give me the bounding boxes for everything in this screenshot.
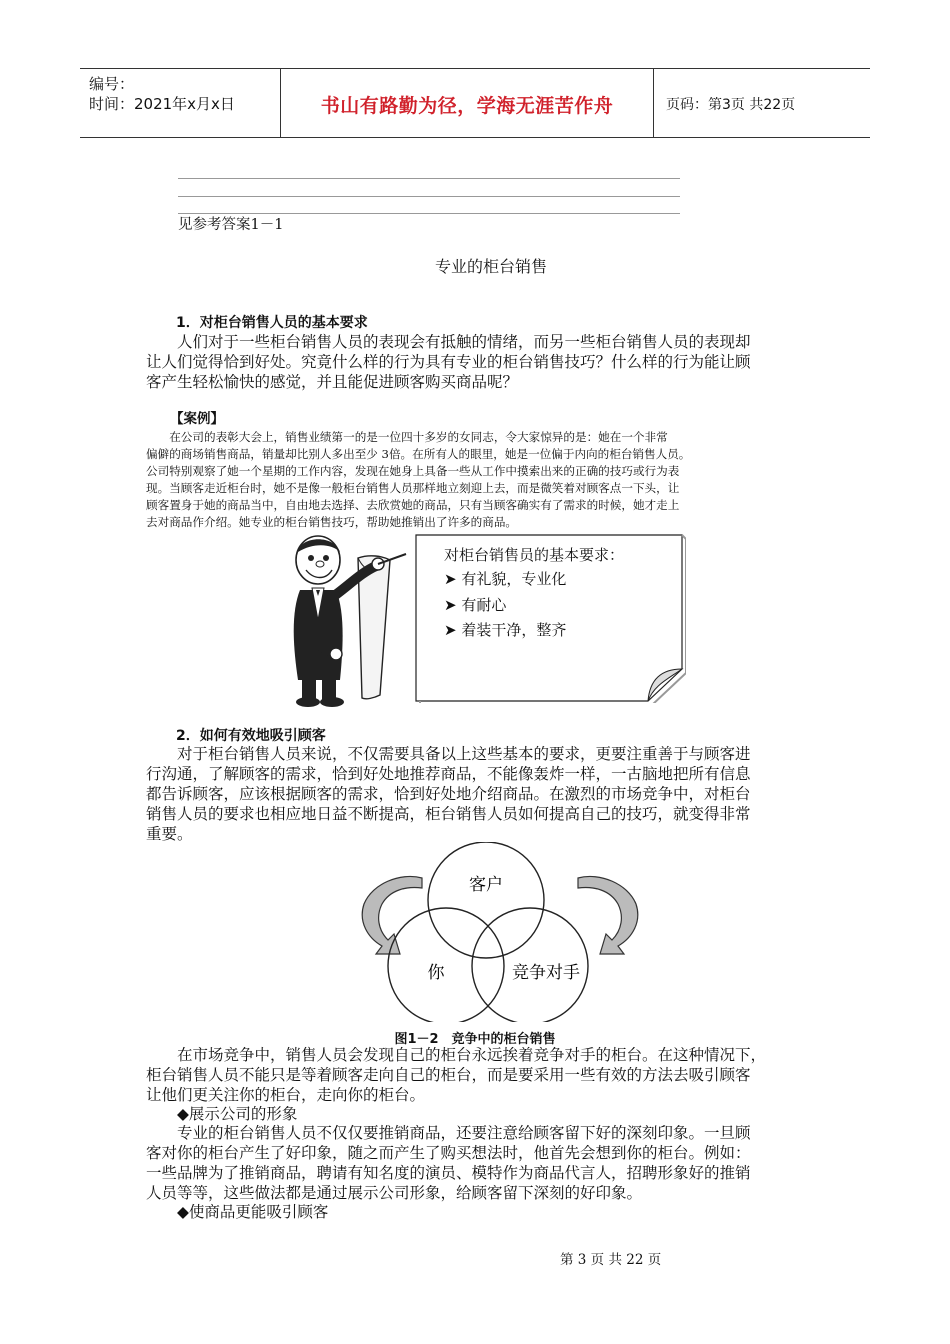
section3-line: 人员等等，这些做法都是通过展示公司形象，给顾客留下深刻的好印象。 (146, 1184, 643, 1202)
competition-venn-diagram (350, 842, 650, 1022)
venn-label-left: 你 (427, 963, 445, 983)
board-item-label: 着装干净，整齐 (461, 621, 567, 639)
document-number-label: 编号： (89, 75, 135, 93)
page-header (80, 68, 870, 138)
section3-line: 客对你的柜台产生了好印象，随之而产生了购买想法时，他首先会想到你的柜台。例如： (146, 1144, 751, 1162)
section3-line: 一些品牌为了推销商品，聘请有知名度的演员、模特作为商品代言人，招聘形象好的推销 (146, 1164, 751, 1182)
board-item (444, 619, 566, 640)
section1-heading: 1．对柜台销售人员的基本要求 (176, 315, 368, 331)
board-item (444, 568, 566, 589)
venn-label-right: 竞争对手 (512, 963, 580, 983)
case-label: 【案例】 (170, 411, 224, 427)
section1-line: 人们对于一些柜台销售人员的表现会有抵触的情绪，而另一些柜台销售人员的表现却 (146, 333, 751, 351)
case-line: 公司特别观察了她一个星期的工作内容，发现在她身上具备一些从工作中摸索出来的正确的技巧或行为表 (146, 464, 680, 478)
answer-line (178, 196, 680, 197)
board-item (444, 594, 506, 615)
section1-line: 客产生轻松愉快的感觉，并且能促进顾客购买商品呢？ (146, 373, 519, 391)
case-line: 偏僻的商场销售商品，销量却比别人多出至少 3倍。在所有人的眼里，她是一位偏于内向的柜台销售人员。 (146, 447, 691, 461)
section-title: 专业的柜台销售 (434, 257, 547, 276)
board-title: 对柜台销售员的基本要求： (444, 546, 625, 564)
chevron-right-icon: ➤ (444, 596, 457, 614)
case-line: 顾客置身于她的商品当中，自由地去选择、去欣赏她的商品，只有当顾客确实有了需求的时候，她才走上 (146, 498, 680, 512)
see-answer-note: 见参考答案1－1 (178, 217, 284, 233)
header-meta-cell (80, 69, 281, 137)
case-line: 在公司的表彰大会上，销售业绩第一的是一位四十多岁的女同志，令大家惊异的是：她在一个非常 (146, 430, 668, 444)
section3-bullet: ◆使商品更能吸引顾客 (146, 1203, 329, 1221)
section2-line: 都告诉顾客，应该根据顾客的需求，恰到好处地介绍商品。在激烈的市场竞争中，对柜台 (146, 785, 751, 803)
header-motto: 书山有路勤为径，学海无涯苦作舟 (320, 95, 614, 117)
section2-heading: 2．如何有效地吸引顾客 (176, 728, 326, 744)
section2-line: 销售人员的要求也相应地日益不断提高，柜台销售人员如何提高自己的技巧，就变得非常 (146, 805, 751, 823)
figure-caption: 图1－2 竞争中的柜台销售 (394, 1032, 556, 1047)
section3-line: 让他们更关注你的柜台，走向你的柜台。 (146, 1086, 426, 1104)
section2-line: 对于柜台销售人员来说，不仅需要具备以上这些基本的要求，更要注重善于与顾客进 (146, 745, 751, 763)
section3-line: 在市场竞争中，销售人员会发现自己的柜台永远挨着竞争对手的柜台。在这种情况下， (146, 1046, 767, 1064)
header-page-cell (654, 69, 870, 137)
chevron-right-icon: ➤ (444, 621, 457, 639)
header-page-info: 页码：第3页 共22页 (666, 97, 796, 113)
answer-line (178, 178, 680, 179)
section1-line: 让人们觉得恰到好处。究竟什么样的行为具有专业的柜台销售技巧？什么样的行为能让顾 (146, 353, 751, 371)
page-footer: 第 3 页 共 22 页 (560, 1252, 662, 1268)
venn-label-top: 客户 (469, 875, 503, 895)
board-item-label: 有礼貌，专业化 (461, 570, 567, 588)
case-line: 去对商品作介绍。她专业的柜台销售技巧，帮助她推销出了许多的商品。 (146, 515, 518, 529)
header-motto-cell (281, 69, 654, 137)
section3-bullet: ◆展示公司的形象 (146, 1105, 298, 1123)
document-time-label: 时间：2021年x月x日 (89, 95, 235, 113)
salesperson-cartoon-icon (278, 530, 418, 710)
board-item-label: 有耐心 (461, 596, 507, 614)
section2-line: 行沟通，了解顾客的需求，恰到好处地推荐商品，不能像轰炸一样，一古脑地把所有信息 (146, 765, 751, 783)
section3-line: 柜台销售人员不能只是等着顾客走向自己的柜台，而是要采用一些有效的方法去吸引顾客 (146, 1066, 751, 1084)
section2-line: 重要。 (146, 825, 193, 843)
case-line: 现。当顾客走近柜台时，她不是像一般柜台销售人员那样地立刻迎上去，而是微笑着对顾客点一下头，让 (146, 481, 680, 495)
answer-line (178, 213, 680, 214)
chevron-right-icon: ➤ (444, 570, 457, 588)
section3-line: 专业的柜台销售人员不仅仅要推销商品，还要注意给顾客留下好的深刻印象。一旦顾 (146, 1124, 751, 1142)
